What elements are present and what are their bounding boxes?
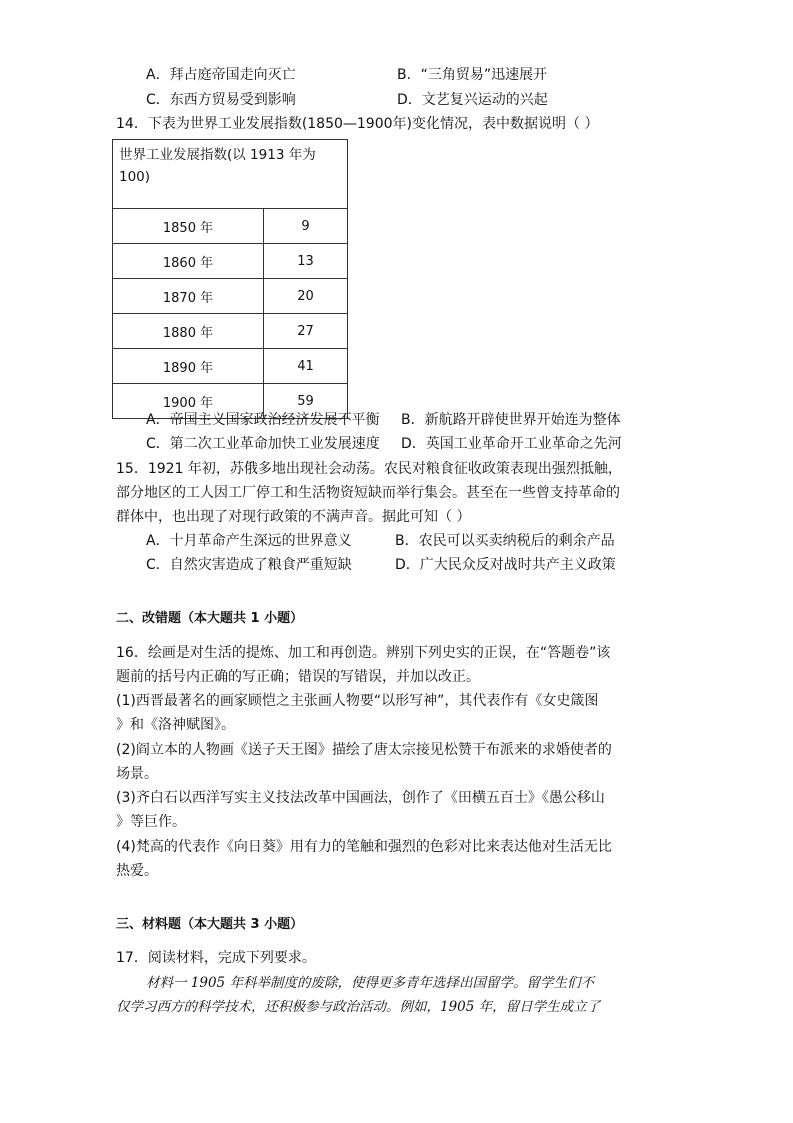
table-header-cell: 世界工业发展指数(以 1913 年为 100) [113, 140, 348, 209]
table-cell-value: 41 [264, 349, 348, 384]
q16-stem-line: 题前的括号内正确的写正确；错误的写错误，并加以改正。 [116, 669, 480, 685]
table-row [113, 349, 348, 384]
q16-item-line: 》等巨作。 [116, 814, 186, 830]
q17-material-line: 仅学习西方的科学技术，还积极参与政治活动。例如，1905 年，留日学生成立了 [116, 999, 601, 1015]
q16-item-line: 》和《洛神赋图》。 [116, 717, 235, 733]
table-cell-value: 27 [264, 314, 348, 349]
q15-stem-line: 部分地区的工人因工厂停工和生活物资短缺而举行集会。甚至在一些曾支持革命的 [116, 485, 620, 501]
industry-index-table [112, 139, 348, 419]
q15-option-d: D．广大民众反对战时共产主义政策 [395, 557, 616, 573]
table-row [113, 209, 348, 244]
q14-option-a: A．帝国主义国家政治经济发展不平衡 [146, 412, 380, 428]
table-cell-value: 59 [264, 384, 348, 419]
q16-item-line: (2)阎立本的人物画《送子天王图》描绘了唐太宗接见松赞干布派来的求婚使者的 [116, 742, 612, 758]
q13-option-a: A．拜占庭帝国走向灭亡 [146, 67, 296, 83]
q16-stem-line: 16．绘画是对生活的提炼、加工和再创造。辨别下列史实的正误，在“答题卷”该 [116, 645, 611, 661]
q15-option-a: A．十月革命产生深远的世界意义 [146, 533, 352, 549]
q14-option-c: C．第二次工业革命加快工业发展速度 [146, 436, 380, 452]
table-cell-value: 9 [264, 209, 348, 244]
q15-option-b: B．农民可以买卖纳税后的剩余产品 [395, 533, 615, 549]
q13-option-c: C．东西方贸易受到影响 [146, 92, 296, 108]
table-cell-year: 1860 年 [113, 244, 264, 279]
q13-option-b: B．“三角贸易”迅速展开 [397, 67, 548, 83]
table-cell-year: 1900 年 [113, 384, 264, 419]
section-title: 二、改错题（本大题共 1 小题） [116, 611, 304, 626]
q13-option-d: D．文艺复兴运动的兴起 [397, 92, 548, 108]
q15-stem-line: 群体中，也出现了对现行政策的不满声音。据此可知（ ） [116, 509, 471, 525]
q16-item-line: (4)梵高的代表作《向日葵》用有力的笔触和强烈的色彩对比来表达他对生活无比 [116, 839, 612, 855]
q14-option-b: B．新航路开辟使世界开始连为整体 [401, 412, 621, 428]
table-row [113, 244, 348, 279]
q16-item-line: 热爱。 [116, 863, 158, 879]
q17-material-line: 材料一 1905 年科举制度的废除，使得更多青年选择出国留学。留学生们不 [146, 975, 594, 991]
table-cell-value: 20 [264, 279, 348, 314]
table-cell-year: 1870 年 [113, 279, 264, 314]
table-cell-year: 1880 年 [113, 314, 264, 349]
q14-option-d: D．英国工业革命开工业革命之先河 [401, 436, 622, 452]
q15-stem-line: 15．1921 年初，苏俄多地出现社会动荡。农民对粮食征收政策表现出强烈抵触， [116, 461, 622, 477]
table-cell-value: 13 [264, 244, 348, 279]
table-row [113, 279, 348, 314]
q14-stem: 14．下表为世界工业发展指数(1850—1900年)变化情况，表中数据说明（ ） [116, 116, 599, 132]
q16-item-line: (3)齐白石以西洋写实主义技法改革中国画法，创作了《田横五百士》《愚公移山 [116, 790, 605, 806]
q17-stem: 17．阅读材料，完成下列要求。 [116, 950, 316, 966]
q16-item-line: 场景。 [116, 766, 158, 782]
section-title: 三、材料题（本大题共 3 小题） [116, 917, 304, 932]
table-cell-year: 1890 年 [113, 349, 264, 384]
table-cell-year: 1850 年 [113, 209, 264, 244]
table-row [113, 314, 348, 349]
q15-option-c: C．自然灾害造成了粮食严重短缺 [146, 557, 352, 573]
q16-item-line: (1)西晋最著名的画家顾恺之主张画人物要“以形写神”，其代表作有《女史箴图 [116, 693, 599, 709]
table-header-row [113, 140, 348, 209]
